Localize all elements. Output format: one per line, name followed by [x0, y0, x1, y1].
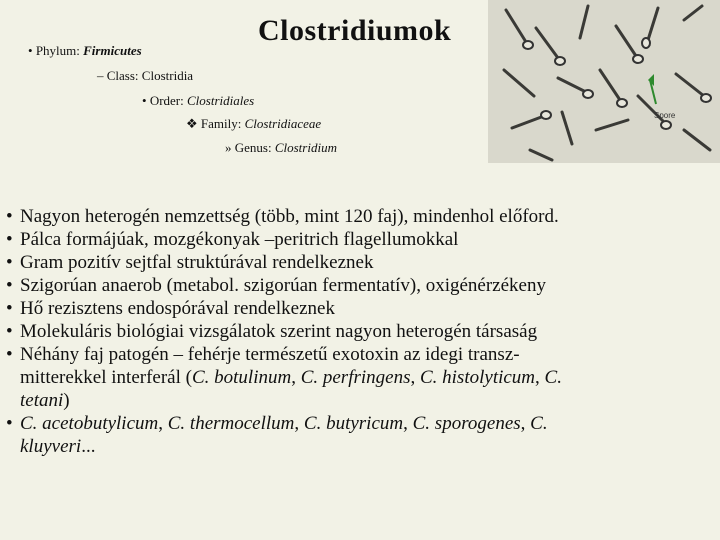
taxonomy-label: Phylum:	[35, 43, 84, 58]
bullet-item	[6, 412, 716, 458]
bullet-text: ,	[535, 367, 545, 388]
taxonomy-label: Family:	[200, 116, 245, 131]
bullet-item	[6, 297, 716, 320]
bullet-text: ,	[291, 367, 301, 388]
bullet-icon: •	[6, 344, 13, 365]
species-name: C. perfringens	[300, 367, 411, 388]
species-name: kluyveri	[20, 436, 82, 457]
micrograph-image	[488, 0, 720, 163]
bullet-icon: •	[6, 298, 13, 319]
bullet-text: ,	[410, 367, 420, 388]
bullet-text: Gram pozitív sejtfal struktúrával rendelkeznek	[20, 252, 374, 273]
taxonomy-value: Firmicutes	[83, 43, 142, 58]
dash-icon: –	[97, 68, 104, 83]
bullet-icon: •	[6, 252, 13, 273]
bullet-icon: •	[6, 321, 13, 342]
bullet-text: Molekuláris biológiai vizsgálatok szerint nagyon heterogén társaság	[20, 321, 538, 342]
bullet-line	[20, 435, 716, 458]
bullet-line	[20, 228, 716, 251]
species-name: C.	[544, 367, 562, 388]
bullet-text: Hő rezisztens endospórával rendelkeznek	[20, 298, 335, 319]
species-name: C. acetobutylicum	[20, 413, 159, 434]
slide-title: Clostridiumok	[258, 14, 452, 47]
species-name: C.	[530, 413, 548, 434]
bullet-text: ,	[403, 413, 413, 434]
bullet-text: ,	[158, 413, 168, 434]
bullet-line	[20, 343, 716, 366]
bullet-icon: •	[28, 43, 33, 58]
bullet-icon: •	[142, 93, 147, 108]
bullet-icon: •	[6, 275, 13, 296]
taxonomy-class	[97, 68, 193, 84]
taxonomy-genus	[225, 140, 337, 156]
bullet-text: Szigorúan anaerob (metabol. szigorúan fermentatív), oxigénérzékeny	[20, 275, 546, 296]
taxonomy-label: Order:	[149, 93, 187, 108]
double-chevron-icon: »	[225, 140, 232, 155]
bullet-line	[20, 366, 716, 389]
micrograph-drawing	[488, 0, 720, 163]
bullet-text: mitterekkel interferál (	[20, 367, 192, 388]
species-name: C. botulinum	[191, 367, 292, 388]
taxonomy-order	[142, 93, 254, 109]
bullet-line	[20, 412, 716, 435]
bullet-icon: •	[6, 229, 13, 250]
bullet-text: ...	[81, 436, 96, 457]
bullet-icon: •	[6, 413, 13, 434]
bullet-line	[20, 251, 716, 274]
bullet-line	[20, 320, 716, 343]
taxonomy-value: Clostridium	[274, 140, 337, 155]
bullet-item	[6, 251, 716, 274]
taxonomy-phylum	[28, 43, 142, 59]
species-name: C. thermocellum	[167, 413, 295, 434]
diamond-bullet-icon: ❖	[186, 116, 198, 131]
bullet-icon: •	[6, 206, 13, 227]
taxonomy-value: Clostridiaceae	[244, 116, 322, 131]
bullet-text: ,	[294, 413, 304, 434]
species-name: C. sporogenes	[412, 413, 521, 434]
spore-label: Spore	[654, 111, 676, 120]
bullet-list	[6, 205, 716, 458]
species-name: C. butyricum	[303, 413, 404, 434]
taxonomy-value: Clostridia	[141, 68, 194, 83]
bullet-text: )	[63, 390, 70, 411]
bullet-item	[6, 205, 716, 228]
bullet-item	[6, 274, 716, 297]
bullet-line	[20, 205, 716, 228]
bullet-line	[20, 297, 716, 320]
bullet-text: Néhány faj patogén – fehérje természetű exotoxin az idegi transz-	[20, 344, 520, 365]
species-name: tetani	[20, 390, 64, 411]
bullet-text: Nagyon heterogén nemzettség (több, mint 120 faj), mindenhol előford.	[20, 206, 559, 227]
bullet-text: Pálca formájúak, mozgékonyak –peritrich flagellumokkal	[20, 229, 459, 250]
bullet-item	[6, 228, 716, 251]
taxonomy-label: Genus:	[234, 140, 275, 155]
bullet-item	[6, 320, 716, 343]
taxonomy-label: Class:	[106, 68, 142, 83]
taxonomy-family	[186, 116, 321, 132]
bullet-item	[6, 343, 716, 412]
bullet-line	[20, 389, 716, 412]
species-name: C. histolyticum	[419, 367, 536, 388]
bullet-line	[20, 274, 716, 297]
taxonomy-value: Clostridiales	[187, 93, 255, 108]
bullet-text: ,	[520, 413, 531, 434]
